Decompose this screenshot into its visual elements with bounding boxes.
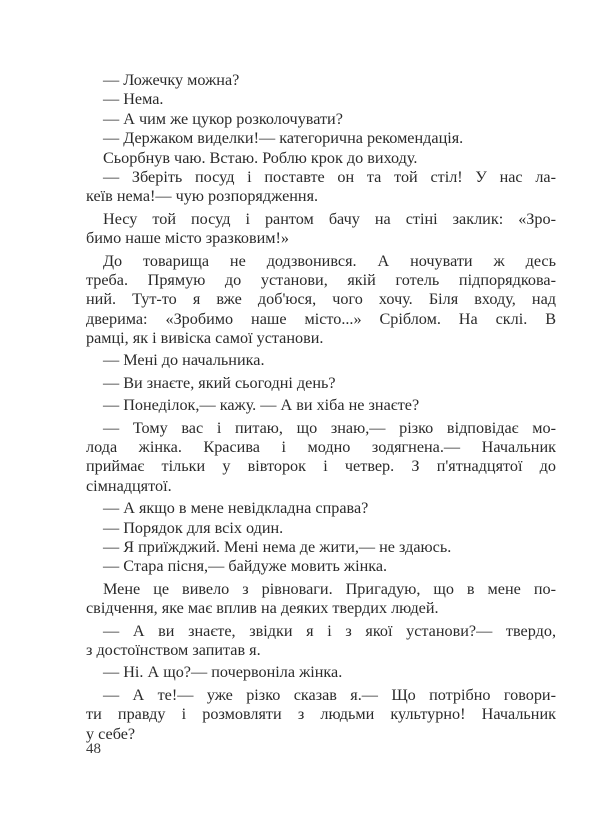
text-line-9: бимо наше місто зразковим!» [86,229,289,248]
text-line-13: дверима: «Зробимо наше місто...» Сріблом. На склі. В [86,309,556,328]
text-line-5: Сьорбнув чаю. Встаю. Роблю крок до виходу. [103,148,418,167]
text-line-31: — А те!— уже різко сказав я.— Що потрібно говори- [103,685,556,704]
text-line-20: приймає тільки у вівторок і четвер. З п'ятнадцятої до [86,457,556,476]
text-line-30: — Ні. А що?— почервоніла жінка. [103,663,343,682]
text-line-22: — А якщо в мене невідкладна справа? [103,499,369,518]
text-line-17: — Понеділок,— кажу. — А ви хіба не знаєте? [103,396,420,415]
text-line-21: сімнадцятої. [86,476,172,495]
text-line-25: — Стара пісня,— байдуже мовить жінка. [103,557,388,576]
text-line-10: До товарища не додзвонився. А ночувати ж десь [103,251,556,270]
text-line-33: у себе? [86,724,136,743]
text-line-1: — Ложечку можна? [103,71,240,89]
text-line-12: ний. Тут-то я вже доб'юся, чого хочу. Біля входу, над [86,290,556,309]
text-line-19: лода жінка. Красива і модно зодягнена.— Начальник [86,438,556,457]
text-line-32: ти правду і розмовляти з людьми культурно! Начальник [86,705,556,724]
text-line-6: — Зберіть посуд і поставте он та той стіл! У нас ла- [103,167,556,186]
text-line-15: — Мені до начальника. [103,351,265,370]
text-line-27: свідчення, яке має вплив на деяких твердих людей. [86,599,439,618]
text-line-8: Несу той посуд і рантом бачу на стіні заклик: «Зро- [103,209,556,228]
text-line-7: кеїв нема!— чую розпорядження. [86,187,319,206]
text-line-28: — А ви знаєте, звідки я і з якої установи?— твердо, [103,621,556,640]
text-line-29: з достоїнством запитав я. [86,640,261,659]
body-text [86,71,556,744]
text-line-26: Мене це вивело з рівноваги. Пригадую, що в мене по- [103,579,556,598]
text-line-3: — А чим же цукор розколочувати? [103,109,343,128]
text-line-11: треба. Прямую до установи, якій готель підпорядкова- [86,270,556,289]
text-line-18: — Тому вас і питаю, що знаю,— різко відповідає мо- [103,418,556,437]
text-line-4: — Держаком виделки!— категорична рекомендація. [103,129,464,148]
text-line-2: — Нема. [103,90,164,109]
page-number: 48 [86,741,101,757]
text-line-16: — Ви знаєте, який сьогодні день? [103,373,336,392]
text-line-14: рамці, як і вивіска самої установи. [86,329,324,348]
text-line-24: — Я приїжджий. Мені нема де жити,— не здаюсь. [103,537,452,556]
text-line-23: — Порядок для всіх один. [103,518,284,537]
